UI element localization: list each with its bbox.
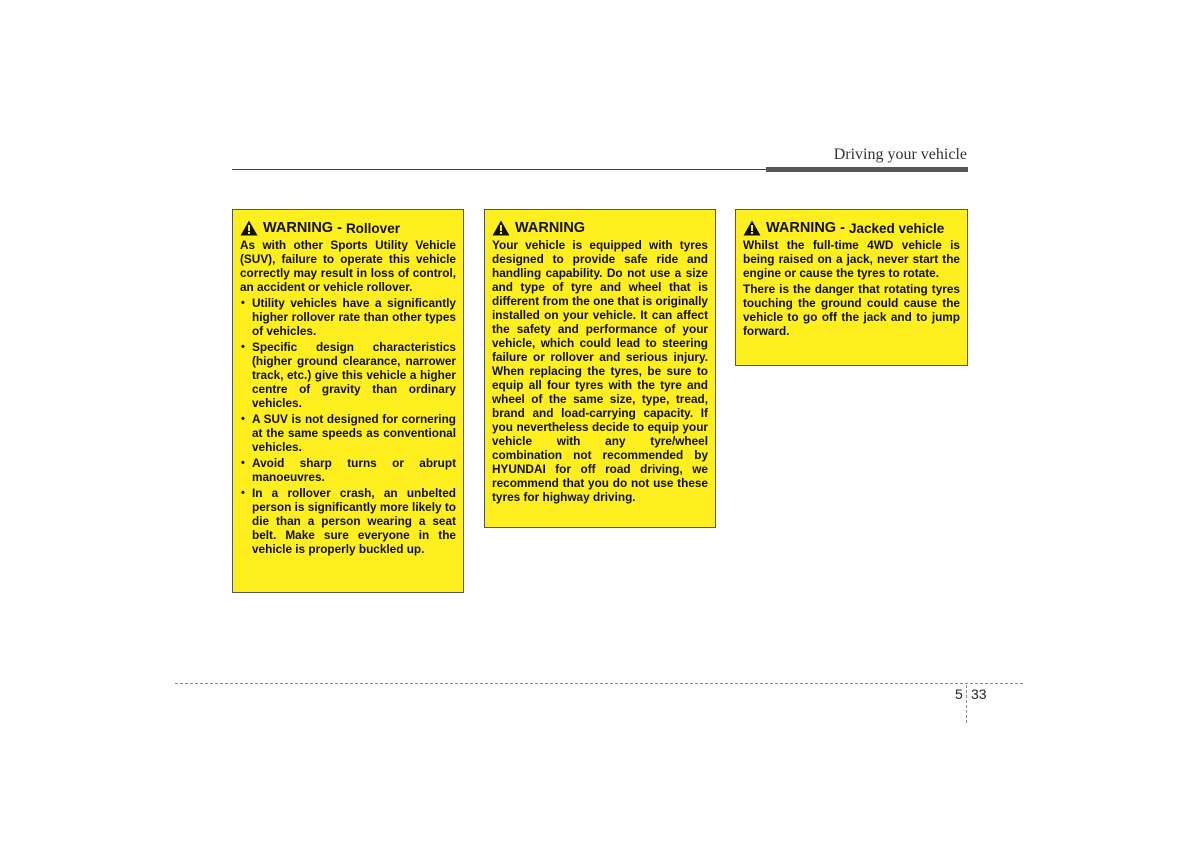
- warning-label: WARNING -: [766, 220, 845, 236]
- list-item: • In a rollover crash, an unbelted person is significantly more likely to die than a person wearing a seat belt. Make sure everyone in the vehicle is properly buckled up.: [240, 486, 456, 556]
- warning-paragraph: As with other Sports Utility Vehicle (SUV), failure to operate this vehicle correctly may result in loss of control, an accident or vehicle rollover.: [240, 238, 456, 294]
- footer-dashed-rule: [175, 683, 1023, 684]
- page-header-title: Driving your vehicle: [833, 146, 967, 163]
- warning-subject: Rollover: [345, 220, 400, 236]
- warning-bullet-list: [240, 296, 456, 556]
- warning-label: WARNING: [515, 220, 586, 236]
- warning-paragraph: There is the danger that rotating tyres touching the ground could cause the vehicle to go off the jack and to jump forward.: [743, 282, 960, 338]
- warning-box-jacked-vehicle: [735, 209, 968, 366]
- header-bar: [766, 167, 968, 172]
- warning-heading: [492, 220, 708, 236]
- warning-triangle-icon: [743, 220, 761, 236]
- list-item: • A SUV is not designed for cornering at the same speeds as conventional vehicles.: [240, 412, 456, 454]
- footer-page-divider: [966, 685, 967, 723]
- warning-box-rollover: [232, 209, 464, 593]
- list-item: • Specific design characteristics (higher ground clearance, narrower track, etc.) give this vehicle a higher centre of gravity than ordinary vehicles.: [240, 340, 456, 410]
- warning-triangle-icon: [492, 220, 510, 236]
- list-item: • Utility vehicles have a significantly higher rollover rate than other types of vehicles.: [240, 296, 456, 338]
- chapter-number: 5: [955, 686, 963, 702]
- warning-heading: [240, 220, 456, 236]
- warning-paragraph: Your vehicle is equipped with tyres designed to provide safe ride and handling capability. Do not use a size and type of tyre and wheel that is different from the one that is originally installed on your vehicle. It can affect the safety and performance of your vehicle, which could lead to steering failure or rollover and serious injury. When replacing the tyres, be sure to equip all four tyres with the tyre and wheel of the same size, type, tread, brand and load-carrying capacity. If you nevertheless decide to equip your vehicle with any tyre/wheel combination not recommended by HYUNDAI for off road driving, we recommend that you do not use these tyres for highway driving.: [492, 238, 708, 504]
- list-item: • Avoid sharp turns or abrupt manoeuvres.: [240, 456, 456, 484]
- warning-heading: [743, 220, 960, 236]
- warning-label: WARNING -: [263, 220, 342, 236]
- warning-subject: Jacked vehicle: [848, 220, 945, 236]
- header-rule: [232, 169, 766, 170]
- warning-box-tyres: [484, 209, 716, 528]
- warning-paragraph: Whilst the full-time 4WD vehicle is being raised on a jack, never start the engine or cause the tyres to rotate.: [743, 238, 960, 280]
- warning-triangle-icon: [240, 220, 258, 236]
- page-number: 33: [971, 686, 987, 702]
